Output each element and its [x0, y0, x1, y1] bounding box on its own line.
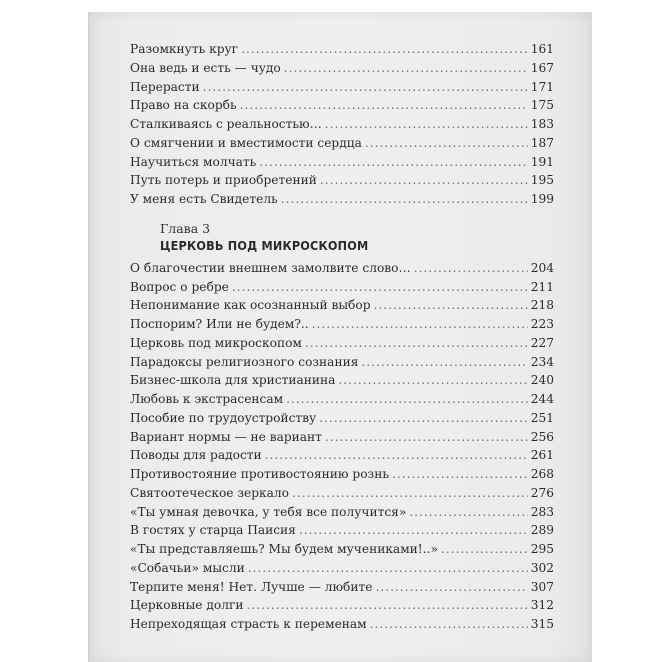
toc-leader-dots: [325, 428, 528, 447]
toc-entry-page: 312: [530, 598, 554, 613]
toc-leader-dots: [365, 134, 528, 153]
toc-entry-page: 315: [530, 617, 554, 631]
toc-leader-dots: [441, 540, 528, 559]
toc-entry-page: 268: [530, 467, 554, 481]
toc-entry: [130, 353, 554, 372]
toc-entry-page: 199: [530, 192, 554, 206]
toc-entry-title: Сталкиваясь с реальностью…: [130, 117, 322, 131]
toc-entry-title: Святоотеческое зеркало: [130, 485, 290, 500]
toc-entry: [130, 465, 554, 484]
toc-entry: [130, 40, 554, 59]
toc-leader-dots: [414, 259, 528, 278]
toc-leader-dots: [284, 59, 528, 78]
toc-entry: [130, 503, 554, 522]
table-of-contents: [130, 40, 554, 634]
toc-entry-page: 175: [530, 98, 554, 113]
toc-entry-title: О смягчении и вместимости сердца: [130, 135, 362, 150]
toc-leader-dots: [361, 353, 527, 372]
toc-entry-title: Непонимание как осознанный выбор: [130, 298, 371, 313]
toc-entry-page: 240: [530, 373, 554, 388]
toc-entry: [130, 190, 554, 209]
toc-entry-title: Противостояние противостоянию рознь: [130, 467, 389, 481]
toc-entry-title: Путь потерь и приобретений: [130, 173, 317, 188]
toc-entry: [130, 334, 554, 353]
toc-entry-page: 171: [530, 79, 554, 94]
toc-leader-dots: [374, 296, 528, 315]
toc-entry-title: «Ты представляешь? Мы будем мучениками!..»: [130, 542, 438, 556]
toc-entry-page: 289: [530, 523, 554, 538]
toc-entry: [130, 296, 554, 315]
toc-leader-dots: [325, 115, 528, 134]
toc-entry: [130, 171, 554, 190]
toc-entry-page: 251: [530, 410, 554, 425]
toc-entry-page: 218: [530, 298, 554, 313]
toc-entry: [130, 578, 554, 597]
toc-entry-title: Церковные долги: [130, 598, 244, 613]
toc-entry-title: «Ты умная девочка, у тебя все получится»: [130, 504, 407, 519]
toc-entry: [130, 278, 554, 297]
toc-entry-title: Разомкнуть круг: [130, 42, 239, 56]
chapter-heading: [130, 221, 554, 254]
toc-entry-title: Перерасти: [130, 79, 200, 94]
chapter-title: ЦЕРКОВЬ ПОД МИКРОСКОПОМ: [160, 237, 369, 253]
toc-leader-dots: [338, 371, 527, 390]
toc-entry-title: Любовь к экстрасенсам: [130, 392, 284, 406]
toc-entry-page: 223: [530, 317, 554, 331]
toc-entry-page: 191: [530, 154, 554, 169]
toc-entry-page: 161: [530, 42, 554, 56]
toc-list-part-2: [130, 40, 554, 209]
toc-entry: [130, 446, 554, 465]
toc-leader-dots: [370, 615, 528, 634]
toc-leader-dots: [320, 171, 528, 190]
toc-entry-title: Вопрос о ребре: [130, 279, 229, 294]
toc-entry: [130, 428, 554, 447]
toc-entry: [130, 96, 554, 115]
toc-entry-title: В гостях у старца Паисия: [130, 523, 296, 538]
toc-entry: [130, 390, 554, 409]
toc-entry-title: Терпите меня! Нет. Лучше — любите: [130, 579, 373, 594]
toc-leader-dots: [203, 78, 528, 97]
toc-leader-dots: [292, 484, 528, 503]
toc-entry-page: 261: [530, 448, 554, 463]
toc-entry-title: Пособие по трудоустройству: [130, 410, 317, 425]
toc-leader-dots: [299, 521, 528, 540]
toc-entry-page: 276: [530, 485, 554, 500]
toc-entry-title: «Собачьи» мысли: [130, 560, 245, 575]
toc-entry-page: 307: [530, 579, 554, 594]
toc-entry: [130, 59, 554, 78]
toc-entry-title: Церковь под микроскопом: [130, 335, 302, 350]
toc-entry-page: 256: [530, 429, 554, 444]
toc-entry-title: Непреходящая страсть к переменам: [130, 617, 367, 631]
toc-leader-dots: [286, 390, 528, 409]
toc-leader-dots: [240, 96, 528, 115]
toc-entry-page: 234: [530, 354, 554, 369]
toc-leader-dots: [246, 596, 527, 615]
toc-leader-dots: [232, 278, 528, 297]
toc-leader-dots: [281, 190, 528, 209]
toc-entry-title: У меня есть Свидетель: [130, 192, 278, 206]
toc-leader-dots: [241, 40, 528, 59]
toc-list-chapter-3: [130, 259, 554, 634]
toc-entry: [130, 521, 554, 540]
toc-entry-title: Она ведь и есть — чудо: [130, 60, 281, 75]
toc-leader-dots: [305, 334, 528, 353]
toc-entry: [130, 540, 554, 559]
toc-leader-dots: [409, 503, 527, 522]
toc-leader-dots: [319, 409, 528, 428]
toc-entry: [130, 484, 554, 503]
toc-entry: [130, 153, 554, 172]
toc-entry: [130, 559, 554, 578]
toc-entry: [130, 78, 554, 97]
toc-entry: [130, 596, 554, 615]
toc-leader-dots: [392, 465, 528, 484]
toc-entry: [130, 315, 554, 334]
toc-entry-page: 244: [530, 392, 554, 406]
toc-entry-title: Вариант нормы — не вариант: [130, 429, 322, 444]
toc-entry-title: Поспорим? Или не будем?..: [130, 317, 309, 331]
toc-entry: [130, 371, 554, 390]
toc-leader-dots: [265, 446, 528, 465]
toc-leader-dots: [248, 559, 528, 578]
toc-entry-page: 302: [530, 560, 554, 575]
toc-entry-page: 295: [530, 542, 554, 556]
toc-entry: [130, 615, 554, 634]
toc-leader-dots: [375, 578, 527, 597]
toc-leader-dots: [312, 315, 528, 334]
toc-entry-title: Бизнес-школа для христианина: [130, 373, 336, 388]
toc-entry: [130, 115, 554, 134]
toc-entry-page: 167: [530, 60, 554, 75]
toc-entry-page: 187: [530, 135, 554, 150]
toc-entry: [130, 259, 554, 278]
toc-entry-title: Научиться молчать: [130, 154, 257, 169]
toc-entry-title: Парадоксы религиозного сознания: [130, 354, 359, 369]
toc-entry-title: О благочестии внешнем замолвите слово…: [130, 260, 411, 275]
toc-entry-page: 211: [530, 279, 554, 294]
chapter-label: Глава 3: [160, 220, 211, 236]
toc-entry-page: 204: [530, 260, 554, 275]
toc-entry-page: 183: [530, 117, 554, 131]
toc-entry-page: 283: [530, 504, 554, 519]
toc-entry: [130, 409, 554, 428]
toc-entry-title: Право на скорбь: [130, 98, 237, 113]
toc-leader-dots: [259, 153, 527, 172]
toc-entry: [130, 134, 554, 153]
toc-entry-page: 227: [530, 335, 554, 350]
toc-entry-title: Поводы для радости: [130, 448, 262, 463]
toc-entry-page: 195: [530, 173, 554, 188]
